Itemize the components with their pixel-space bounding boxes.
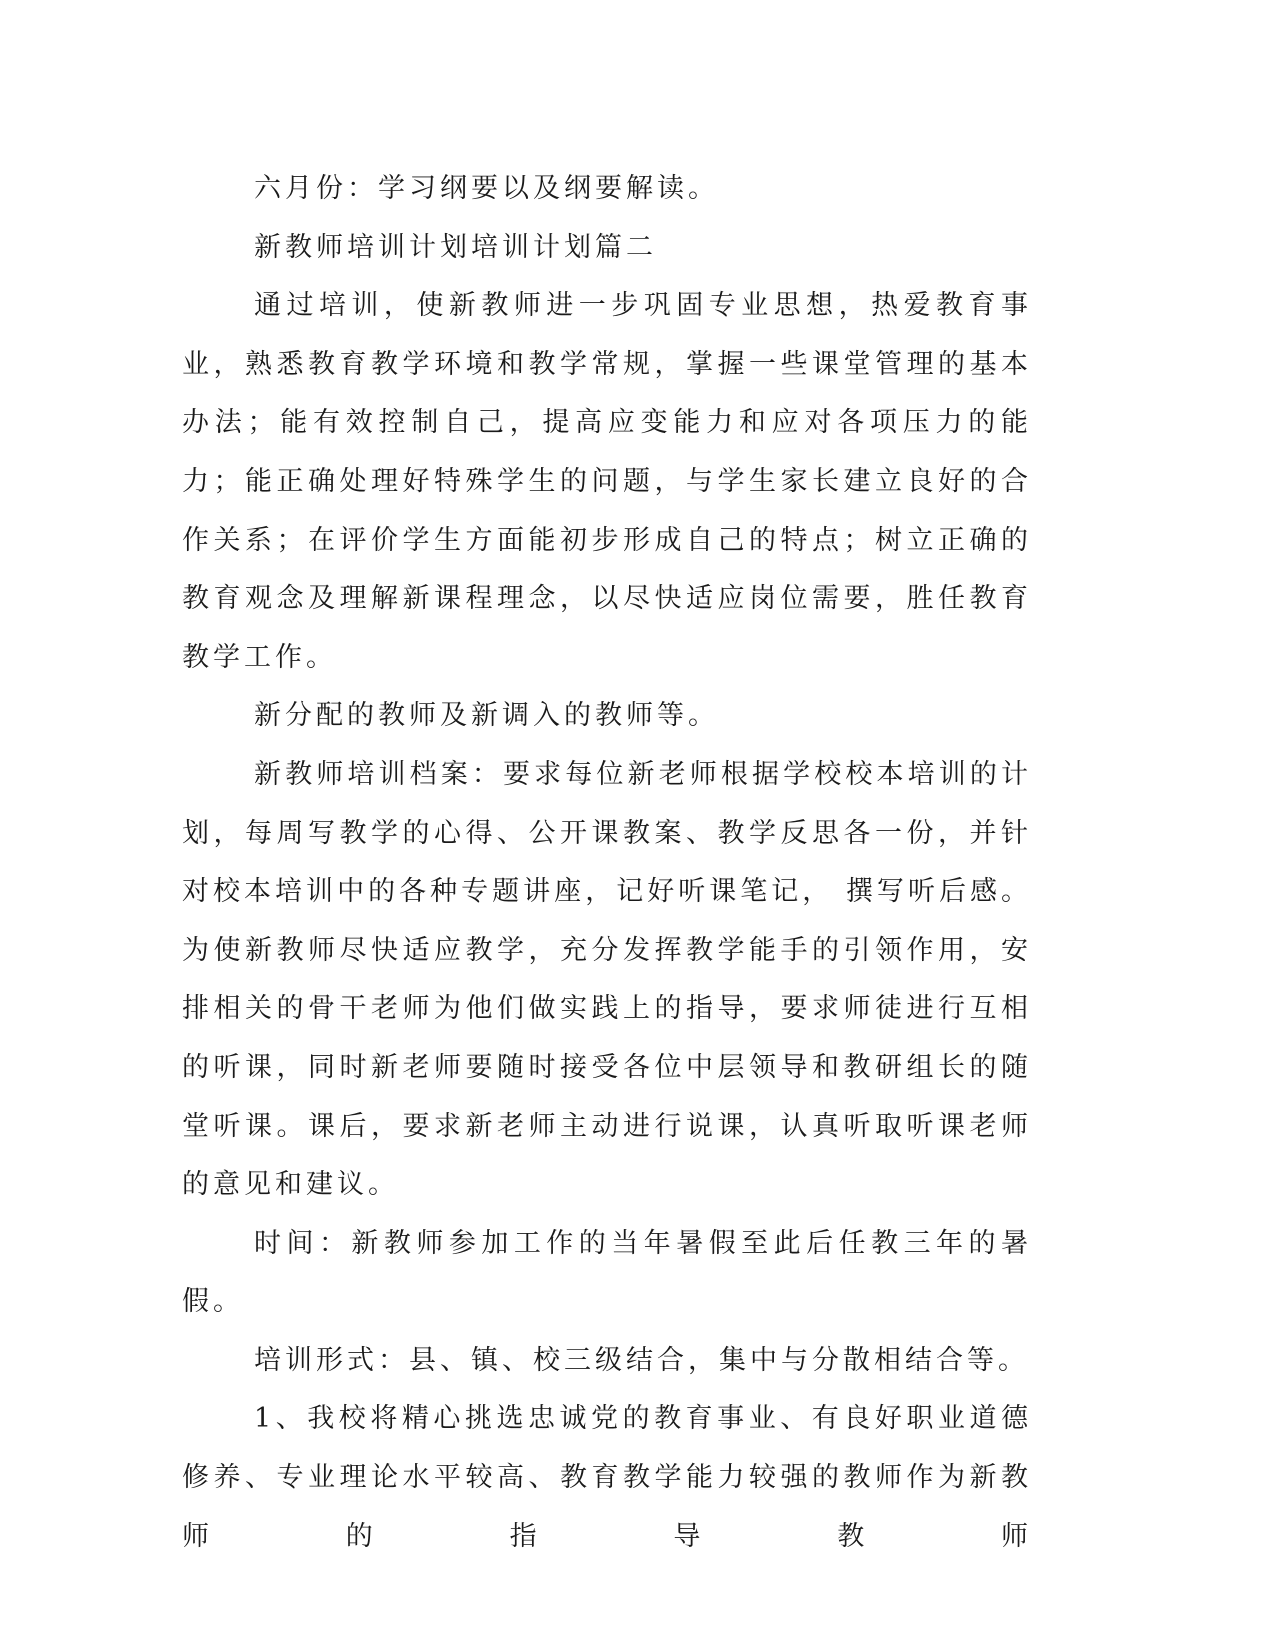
paragraph-training-archive: 新教师培训档案：要求每位新老师根据学校校本培训的计划，每周写教学的心得、公开课教案、教学反思各一份，并针对校本培训中的各种专题讲座，记好听课笔记， 撰写听后感。为使新教师尽快适应教学，充分发挥教学能手的引领作用，安排相关的骨干老师为他们做实践上的指导，要求师徒进行互相的听课，同时新老师要随时接受各位中层领导和教研组长的随堂听课。课后，要求新老师主动进行说课，认真听取听课老师的意见和建议。 — [182, 758, 1032, 1201]
paragraph-training-form: 培训形式：县、镇、校三级结合，集中与分散相结合等。 — [254, 1344, 1029, 1376]
paragraph-training-time: 时间：新教师参加工作的当年暑假至此后任教三年的暑假。 — [182, 1227, 1032, 1318]
paragraph-june-schedule: 六月份：学习纲要以及纲要解读。 — [254, 173, 719, 204]
paragraph-training-targets: 新分配的教师及新调入的教师等。 — [254, 700, 719, 732]
paragraph-training-goals: 通过培训，使新教师进一步巩固专业思想，热爱教育事业，熟悉教育教学环境和教学常规，掌握一些课堂管理的基本办法；能有效控制自己，提高应变能力和应对各项压力的能力；能正确处理好特殊学生的问题，与学生家长建立良好的合作关系；在评价学生方面能初步形成自己的特点；树立正确的教育观念及理解新课程理念，以尽快适应岗位需要，胜任教育教学工作。 — [182, 290, 1032, 673]
paragraph-mentor-selection: 1、我校将精心挑选忠诚党的教育事业、有良好职业道德修养、专业理论水平较高、教育教学能力较强的教师作为新教师的指导教师 — [182, 1403, 1032, 1552]
section-heading: 新教师培训计划培训计划篇二 — [254, 231, 657, 263]
document-body — [182, 160, 1032, 1566]
